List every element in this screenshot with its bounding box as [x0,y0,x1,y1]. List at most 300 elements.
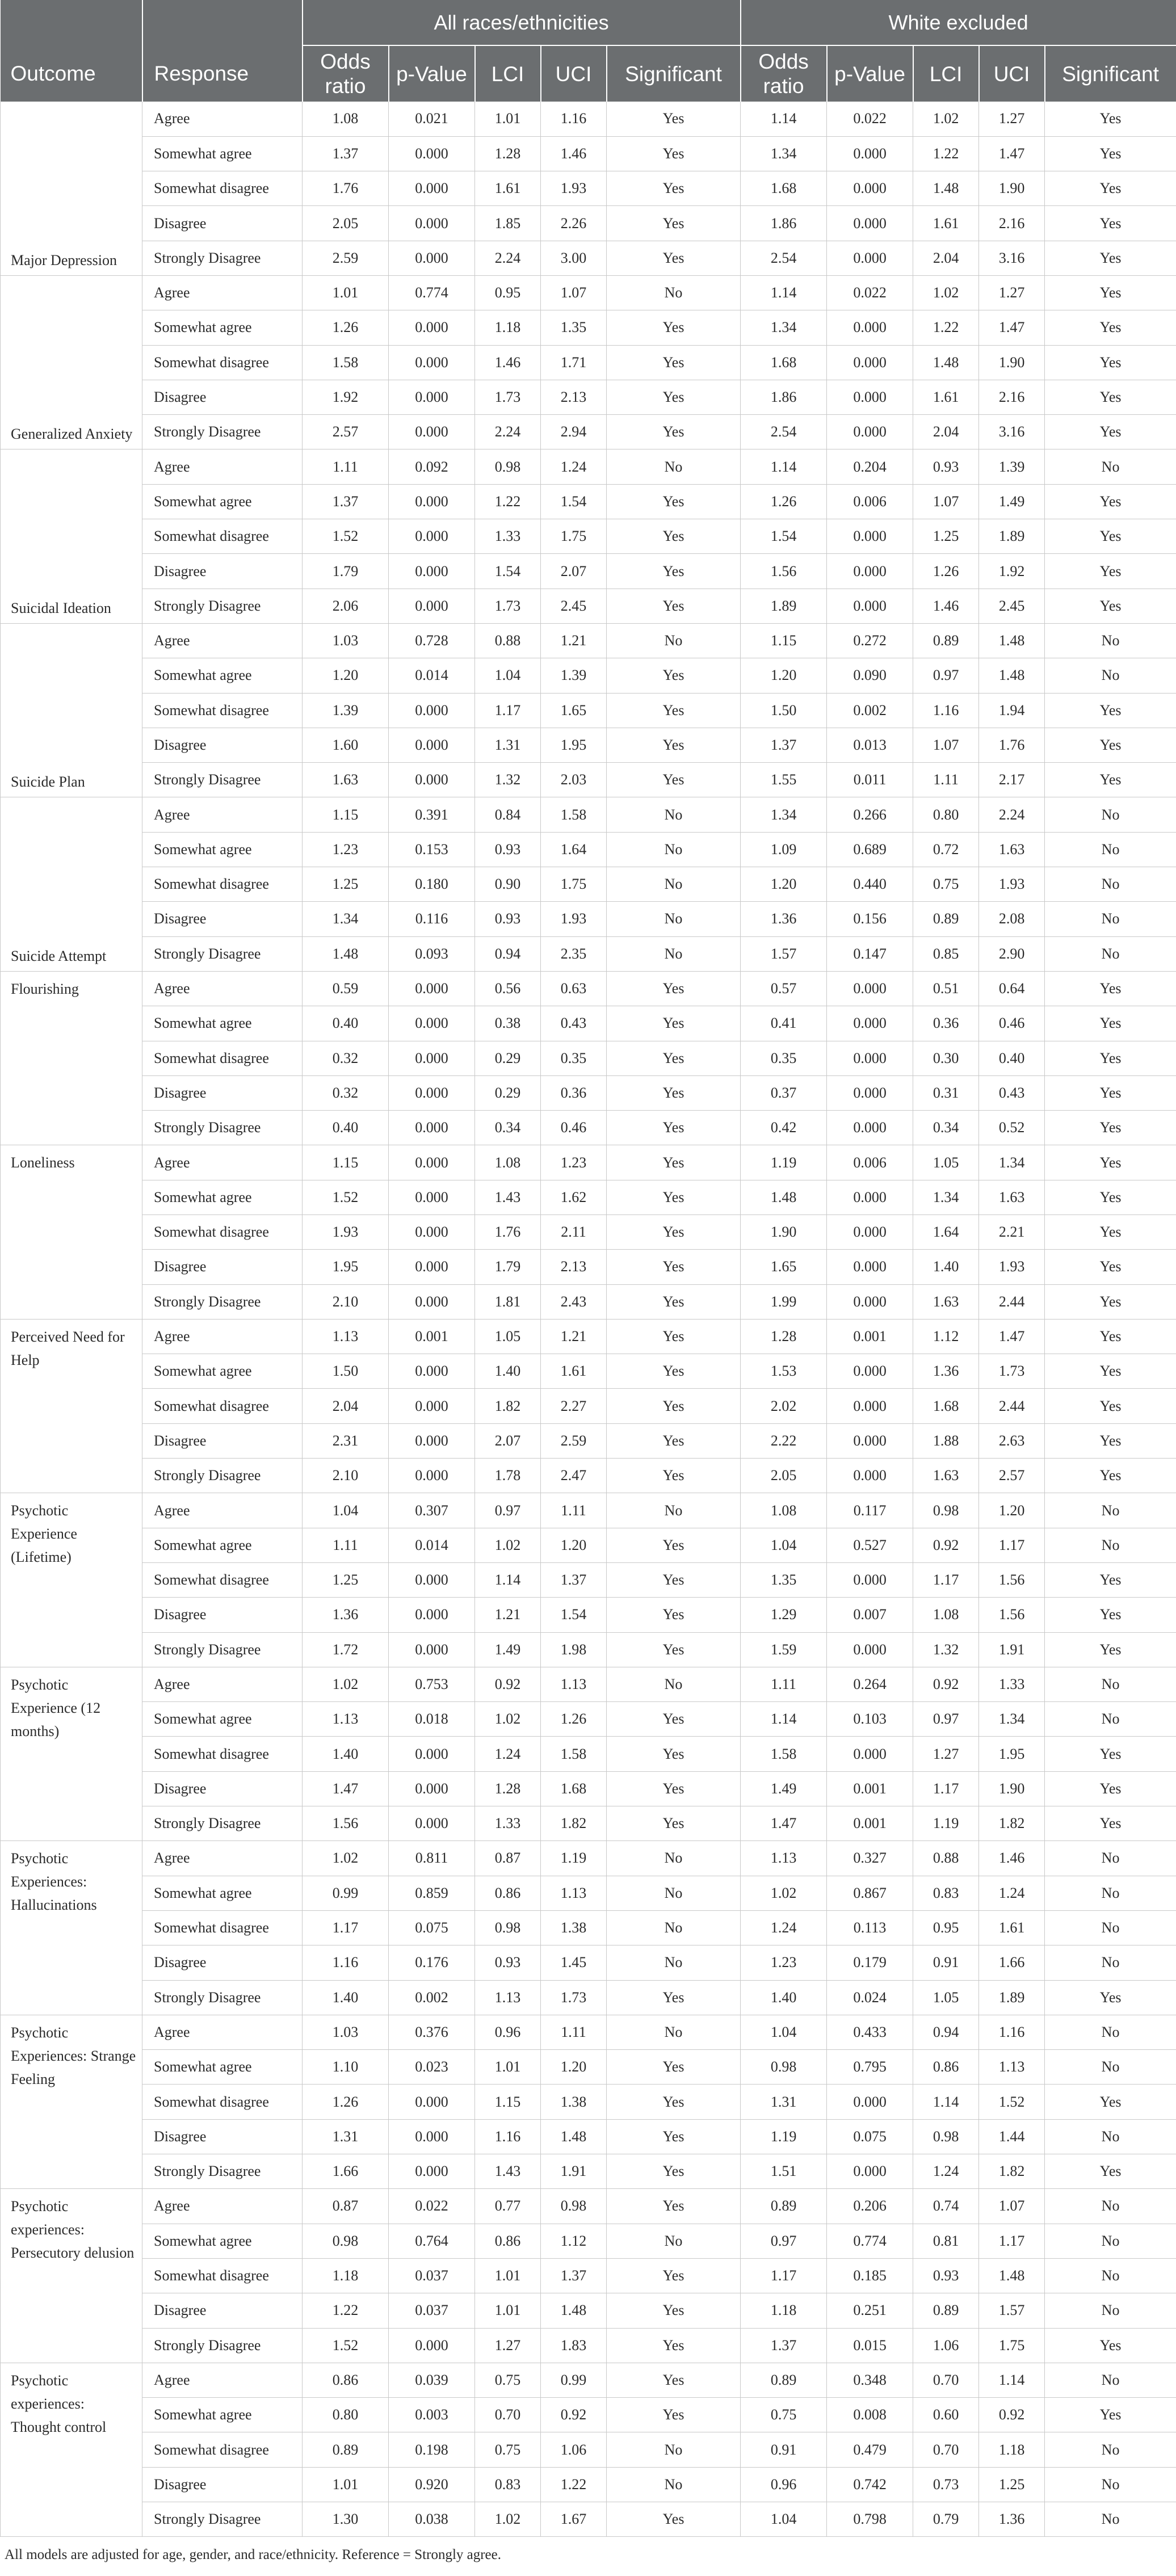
outcome-label: Psychotic experiences: Thought control [11,2372,107,2435]
all-races-p-value-cell: 0.000 [389,1041,475,1075]
white-excluded-significant-cell: No [1045,1945,1176,1980]
all-races-odds-ratio-cell: 1.92 [303,380,389,414]
white-excluded-odds-ratio-cell: 1.86 [741,380,827,414]
all-races-lci-cell: 1.15 [475,2085,541,2119]
all-races-uci-cell: 0.92 [541,2398,607,2432]
response-cell: Somewhat agree [142,1006,303,1041]
white-excluded-odds-ratio-cell: 1.02 [741,1876,827,1910]
all-races-uci-cell: 1.26 [541,1702,607,1737]
all-races-p-value-cell: 0.000 [389,1215,475,1250]
table-row [1,1041,1176,1075]
all-races-p-value-cell: 0.376 [389,2015,475,2049]
response-cell: Disagree [142,1423,303,1458]
white-excluded-odds-ratio-cell: 1.90 [741,1215,827,1250]
all-races-significant-cell: Yes [607,1737,741,1771]
all-races-odds-ratio-cell: 1.20 [303,658,389,693]
outcome-label: Suicidal Ideation [11,599,111,616]
table-row [1,2467,1176,2502]
all-races-p-value-cell: 0.307 [389,1493,475,1528]
all-races-uci-cell: 1.38 [541,2085,607,2119]
all-races-significant-cell: No [607,449,741,484]
all-races-significant-cell: Yes [607,415,741,449]
all-races-uci-cell: 1.61 [541,1354,607,1389]
outcome-cell [1,971,142,1145]
all-races-significant-cell: Yes [607,1528,741,1562]
all-races-lci-cell: 0.97 [475,1493,541,1528]
white-excluded-uci-cell: 1.95 [979,1737,1045,1771]
response-cell: Somewhat agree [142,2224,303,2258]
table-row [1,728,1176,762]
white-excluded-uci-cell: 0.40 [979,1041,1045,1075]
response-cell: Somewhat disagree [142,1389,303,1423]
response-cell: Agree [142,623,303,658]
table-row [1,1806,1176,1841]
all-races-p-value-cell: 0.000 [389,1389,475,1423]
response-cell: Disagree [142,1945,303,1980]
outcome-label: Psychotic Experiences: Strange Feeling [11,2024,136,2087]
white-excluded-p-value-cell: 0.000 [827,1075,913,1110]
white-excluded-uci-cell: 1.75 [979,2328,1045,2363]
white-excluded-odds-ratio-cell: 1.59 [741,1632,827,1667]
response-cell: Agree [142,449,303,484]
white-excluded-lci-cell: 0.93 [913,2258,979,2293]
response-cell: Agree [142,1145,303,1180]
all-races-significant-cell: Yes [607,102,741,136]
white-excluded-p-value-cell: 0.117 [827,1493,913,1528]
col-odds-ratio: Odds ratio [741,45,827,102]
white-excluded-lci-cell: 1.08 [913,1598,979,1632]
white-excluded-significant-cell: Yes [1045,1389,1176,1423]
white-excluded-uci-cell: 1.17 [979,1528,1045,1562]
all-races-significant-cell: Yes [607,2328,741,2363]
all-races-p-value-cell: 0.000 [389,1423,475,1458]
all-races-lci-cell: 1.01 [475,102,541,136]
all-races-uci-cell: 1.39 [541,658,607,693]
white-excluded-significant-cell: No [1045,1841,1176,1876]
all-races-odds-ratio-cell: 1.56 [303,1806,389,1841]
white-excluded-p-value-cell: 0.000 [827,241,913,275]
response-cell: Strongly Disagree [142,1459,303,1493]
all-races-odds-ratio-cell: 1.60 [303,728,389,762]
all-races-significant-cell: Yes [607,1145,741,1180]
outcome-cell [1,1319,142,1493]
white-excluded-odds-ratio-cell: 0.42 [741,1111,827,1145]
table-row [1,1598,1176,1632]
all-races-significant-cell: Yes [607,1598,741,1632]
all-races-uci-cell: 1.68 [541,1771,607,1806]
col-odds-ratio: Odds ratio [303,45,389,102]
all-races-p-value-cell: 0.003 [389,2398,475,2432]
table-row [1,1737,1176,1771]
table-row [1,2328,1176,2363]
all-races-significant-cell: Yes [607,728,741,762]
white-excluded-odds-ratio-cell: 1.89 [741,589,827,623]
white-excluded-p-value-cell: 0.000 [827,519,913,554]
table-row [1,2050,1176,2085]
response-cell: Somewhat disagree [142,1737,303,1771]
white-excluded-significant-cell: Yes [1045,519,1176,554]
white-excluded-p-value-cell: 0.000 [827,206,913,241]
white-excluded-significant-cell: Yes [1045,728,1176,762]
all-races-p-value-cell: 0.000 [389,728,475,762]
white-excluded-p-value-cell: 0.000 [827,415,913,449]
white-excluded-uci-cell: 1.91 [979,1632,1045,1667]
response-cell: Agree [142,2363,303,2397]
table-row [1,589,1176,623]
white-excluded-odds-ratio-cell: 1.37 [741,2328,827,2363]
table-row [1,971,1176,1006]
table-row [1,415,1176,449]
all-races-uci-cell: 2.03 [541,763,607,797]
all-races-odds-ratio-cell: 1.95 [303,1250,389,1284]
white-excluded-significant-cell: Yes [1045,1145,1176,1180]
all-races-odds-ratio-cell: 1.31 [303,2119,389,2154]
all-races-lci-cell: 0.29 [475,1041,541,1075]
all-races-significant-cell: Yes [607,1075,741,1110]
white-excluded-significant-cell: No [1045,1910,1176,1945]
outcome-cell [1,449,142,623]
all-races-significant-cell: No [607,623,741,658]
all-races-significant-cell: Yes [607,658,741,693]
response-cell: Strongly Disagree [142,241,303,275]
white-excluded-lci-cell: 0.98 [913,1493,979,1528]
all-races-uci-cell: 2.45 [541,589,607,623]
outcome-cell [1,2363,142,2536]
white-excluded-significant-cell: No [1045,2502,1176,2536]
table-row [1,2502,1176,2536]
table-row [1,2154,1176,2189]
outcome-cell [1,623,142,797]
all-races-p-value-cell: 0.000 [389,1354,475,1389]
white-excluded-lci-cell: 0.70 [913,2432,979,2467]
all-races-significant-cell: Yes [607,2398,741,2432]
white-excluded-lci-cell: 0.72 [913,832,979,867]
response-cell: Agree [142,2189,303,2224]
all-races-uci-cell: 1.37 [541,2258,607,2293]
all-races-uci-cell: 1.22 [541,2467,607,2502]
all-races-significant-cell: No [607,902,741,936]
all-races-odds-ratio-cell: 1.08 [303,102,389,136]
all-races-lci-cell: 0.93 [475,902,541,936]
all-races-p-value-cell: 0.153 [389,832,475,867]
all-races-odds-ratio-cell: 1.66 [303,2154,389,2189]
table-row [1,1423,1176,1458]
all-races-uci-cell: 1.12 [541,2224,607,2258]
white-excluded-significant-cell: Yes [1045,484,1176,519]
all-races-significant-cell: No [607,2224,741,2258]
white-excluded-p-value-cell: 0.147 [827,936,913,971]
table-row [1,345,1176,380]
all-races-odds-ratio-cell: 1.72 [303,1632,389,1667]
white-excluded-odds-ratio-cell: 2.54 [741,241,827,275]
response-cell: Disagree [142,2467,303,2502]
all-races-uci-cell: 0.63 [541,971,607,1006]
white-excluded-uci-cell: 1.16 [979,2015,1045,2049]
all-races-significant-cell: Yes [607,2189,741,2224]
white-excluded-p-value-cell: 0.000 [827,1041,913,1075]
all-races-lci-cell: 1.32 [475,763,541,797]
white-excluded-uci-cell: 1.94 [979,693,1045,728]
white-excluded-uci-cell: 0.46 [979,1006,1045,1041]
table-row [1,449,1176,484]
white-excluded-uci-cell: 2.45 [979,589,1045,623]
all-races-odds-ratio-cell: 1.02 [303,1667,389,1701]
table-row [1,658,1176,693]
white-excluded-uci-cell: 1.48 [979,2258,1045,2293]
all-races-odds-ratio-cell: 1.76 [303,171,389,206]
white-excluded-significant-cell: Yes [1045,275,1176,310]
white-excluded-lci-cell: 0.92 [913,1528,979,1562]
white-excluded-uci-cell: 2.16 [979,380,1045,414]
all-races-significant-cell: Yes [607,2293,741,2328]
white-excluded-p-value-cell: 0.002 [827,693,913,728]
all-races-significant-cell: Yes [607,2502,741,2536]
white-excluded-p-value-cell: 0.272 [827,623,913,658]
white-excluded-odds-ratio-cell: 1.65 [741,1250,827,1284]
all-races-significant-cell: Yes [607,1354,741,1389]
all-races-odds-ratio-cell: 1.11 [303,1528,389,1562]
white-excluded-significant-cell: No [1045,2189,1176,2224]
white-excluded-lci-cell: 1.17 [913,1771,979,1806]
all-races-uci-cell: 2.27 [541,1389,607,1423]
white-excluded-p-value-cell: 0.008 [827,2398,913,2432]
all-races-lci-cell: 1.01 [475,2258,541,2293]
outcome-label: Major Depression [11,251,117,268]
all-races-lci-cell: 1.54 [475,554,541,589]
white-excluded-odds-ratio-cell: 1.04 [741,1528,827,1562]
white-excluded-lci-cell: 0.60 [913,2398,979,2432]
white-excluded-p-value-cell: 0.022 [827,275,913,310]
white-excluded-odds-ratio-cell: 1.36 [741,902,827,936]
all-races-p-value-cell: 0.014 [389,658,475,693]
white-excluded-odds-ratio-cell: 1.53 [741,1354,827,1389]
white-excluded-odds-ratio-cell: 1.14 [741,449,827,484]
white-excluded-lci-cell: 0.70 [913,2363,979,2397]
white-excluded-significant-cell: No [1045,2015,1176,2049]
white-excluded-uci-cell: 1.52 [979,2085,1045,2119]
all-races-uci-cell: 2.26 [541,206,607,241]
all-races-uci-cell: 2.35 [541,936,607,971]
white-excluded-lci-cell: 1.61 [913,206,979,241]
white-excluded-lci-cell: 1.16 [913,693,979,728]
white-excluded-lci-cell: 1.17 [913,1562,979,1597]
all-races-odds-ratio-cell: 2.31 [303,1423,389,1458]
table-row [1,102,1176,136]
all-races-lci-cell: 1.01 [475,2293,541,2328]
white-excluded-odds-ratio-cell: 1.20 [741,658,827,693]
all-races-odds-ratio-cell: 1.40 [303,1980,389,2015]
all-races-significant-cell: Yes [607,2363,741,2397]
all-races-uci-cell: 1.38 [541,1910,607,1945]
white-excluded-odds-ratio-cell: 0.35 [741,1041,827,1075]
all-races-significant-cell: Yes [607,1702,741,1737]
all-races-lci-cell: 1.33 [475,1806,541,1841]
white-excluded-significant-cell: No [1045,1667,1176,1701]
white-excluded-odds-ratio-cell: 1.28 [741,1319,827,1354]
white-excluded-lci-cell: 0.94 [913,2015,979,2049]
all-races-uci-cell: 1.58 [541,1737,607,1771]
all-races-odds-ratio-cell: 1.16 [303,1945,389,1980]
white-excluded-significant-cell: No [1045,2363,1176,2397]
all-races-significant-cell: No [607,2015,741,2049]
all-races-odds-ratio-cell: 1.17 [303,1910,389,1945]
white-excluded-significant-cell: No [1045,902,1176,936]
white-excluded-p-value-cell: 0.013 [827,728,913,762]
white-excluded-uci-cell: 1.36 [979,2502,1045,2536]
response-cell: Strongly Disagree [142,415,303,449]
table-row [1,310,1176,345]
all-races-lci-cell: 0.29 [475,1075,541,1110]
all-races-significant-cell: No [607,1945,741,1980]
white-excluded-lci-cell: 0.95 [913,1910,979,1945]
outcome-cell [1,2189,142,2363]
white-excluded-p-value-cell: 0.527 [827,1528,913,1562]
all-races-p-value-cell: 0.000 [389,763,475,797]
white-excluded-odds-ratio-cell: 1.34 [741,136,827,171]
white-excluded-uci-cell: 2.24 [979,797,1045,832]
white-excluded-lci-cell: 0.36 [913,1006,979,1041]
all-races-p-value-cell: 0.176 [389,1945,475,1980]
all-races-uci-cell: 0.43 [541,1006,607,1041]
all-races-uci-cell: 1.83 [541,2328,607,2363]
all-races-lci-cell: 1.73 [475,589,541,623]
all-races-significant-cell: Yes [607,1250,741,1284]
white-excluded-odds-ratio-cell: 1.51 [741,2154,827,2189]
table-row [1,1632,1176,1667]
all-races-odds-ratio-cell: 1.48 [303,936,389,971]
table-row [1,1180,1176,1215]
all-races-significant-cell: Yes [607,1319,741,1354]
col-outcome: Outcome [1,45,142,102]
white-excluded-lci-cell: 1.61 [913,380,979,414]
white-excluded-odds-ratio-cell: 1.31 [741,2085,827,2119]
response-cell: Agree [142,102,303,136]
response-cell: Agree [142,275,303,310]
response-cell: Somewhat disagree [142,2432,303,2467]
all-races-odds-ratio-cell: 1.47 [303,1771,389,1806]
white-excluded-significant-cell: Yes [1045,136,1176,171]
all-races-odds-ratio-cell: 0.99 [303,1876,389,1910]
table-row [1,832,1176,867]
all-races-odds-ratio-cell: 2.04 [303,1389,389,1423]
white-excluded-p-value-cell: 0.001 [827,1806,913,1841]
table-row [1,867,1176,902]
all-races-uci-cell: 2.11 [541,1215,607,1250]
table-row [1,1528,1176,1562]
white-excluded-uci-cell: 1.63 [979,832,1045,867]
all-races-odds-ratio-cell: 1.02 [303,1841,389,1876]
white-excluded-p-value-cell: 0.774 [827,2224,913,2258]
all-races-uci-cell: 1.91 [541,2154,607,2189]
all-races-p-value-cell: 0.037 [389,2293,475,2328]
white-excluded-p-value-cell: 0.206 [827,2189,913,2224]
white-excluded-p-value-cell: 0.000 [827,136,913,171]
white-excluded-p-value-cell: 0.798 [827,2502,913,2536]
response-cell: Agree [142,1667,303,1701]
outcome-label: Perceived Need for Help [11,1328,125,1368]
white-excluded-lci-cell: 0.93 [913,449,979,484]
all-races-uci-cell: 0.46 [541,1111,607,1145]
white-excluded-uci-cell: 2.44 [979,1389,1045,1423]
white-excluded-significant-cell: Yes [1045,971,1176,1006]
table-row [1,1876,1176,1910]
response-cell: Disagree [142,380,303,414]
all-races-odds-ratio-cell: 2.57 [303,415,389,449]
white-excluded-significant-cell: Yes [1045,763,1176,797]
white-excluded-odds-ratio-cell: 0.41 [741,1006,827,1041]
all-races-significant-cell: Yes [607,589,741,623]
white-excluded-odds-ratio-cell: 1.18 [741,2293,827,2328]
white-excluded-odds-ratio-cell: 2.54 [741,415,827,449]
table-row [1,519,1176,554]
white-excluded-odds-ratio-cell: 1.54 [741,519,827,554]
white-excluded-significant-cell: Yes [1045,415,1176,449]
response-cell: Somewhat agree [142,832,303,867]
all-races-p-value-cell: 0.811 [389,1841,475,1876]
all-races-uci-cell: 1.65 [541,693,607,728]
all-races-lci-cell: 1.85 [475,206,541,241]
white-excluded-p-value-cell: 0.007 [827,1598,913,1632]
all-races-uci-cell: 1.71 [541,345,607,380]
white-excluded-lci-cell: 1.25 [913,519,979,554]
all-races-odds-ratio-cell: 1.25 [303,867,389,902]
all-races-uci-cell: 2.59 [541,1423,607,1458]
all-races-odds-ratio-cell: 1.52 [303,2328,389,2363]
all-races-p-value-cell: 0.000 [389,1006,475,1041]
white-excluded-uci-cell: 1.92 [979,554,1045,589]
all-races-uci-cell: 1.75 [541,867,607,902]
table-row [1,1319,1176,1354]
all-races-significant-cell: Yes [607,310,741,345]
all-races-odds-ratio-cell: 2.59 [303,241,389,275]
white-excluded-uci-cell: 1.34 [979,1702,1045,1737]
all-races-significant-cell: Yes [607,2085,741,2119]
white-excluded-odds-ratio-cell: 1.17 [741,2258,827,2293]
all-races-lci-cell: 0.56 [475,971,541,1006]
white-excluded-lci-cell: 1.02 [913,102,979,136]
response-cell: Somewhat disagree [142,171,303,206]
white-excluded-uci-cell: 1.20 [979,1493,1045,1528]
all-races-significant-cell: Yes [607,1111,741,1145]
all-races-lci-cell: 1.28 [475,136,541,171]
all-races-lci-cell: 0.93 [475,1945,541,1980]
all-races-uci-cell: 1.54 [541,1598,607,1632]
table-row [1,2432,1176,2467]
white-excluded-odds-ratio-cell: 2.02 [741,1389,827,1423]
white-excluded-p-value-cell: 0.204 [827,449,913,484]
table-footnote: All models are adjusted for age, gender, and race/ethnicity. Reference = Strongly agree. [5,2547,501,2563]
response-cell: Somewhat disagree [142,2258,303,2293]
all-races-p-value-cell: 0.092 [389,449,475,484]
white-excluded-uci-cell: 1.47 [979,310,1045,345]
table-row [1,1945,1176,1980]
all-races-p-value-cell: 0.000 [389,484,475,519]
all-races-significant-cell: Yes [607,1284,741,1319]
white-excluded-uci-cell: 1.89 [979,1980,1045,2015]
white-excluded-uci-cell: 1.56 [979,1598,1045,1632]
white-excluded-lci-cell: 0.73 [913,2467,979,2502]
all-races-odds-ratio-cell: 1.26 [303,310,389,345]
white-excluded-p-value-cell: 0.156 [827,902,913,936]
white-excluded-uci-cell: 1.90 [979,345,1045,380]
white-excluded-lci-cell: 0.89 [913,623,979,658]
all-races-lci-cell: 1.13 [475,1980,541,2015]
response-cell: Somewhat agree [142,1528,303,1562]
all-races-lci-cell: 0.86 [475,2224,541,2258]
outcome-cell [1,1145,142,1319]
white-excluded-significant-cell: Yes [1045,1006,1176,1041]
all-races-lci-cell: 1.78 [475,1459,541,1493]
